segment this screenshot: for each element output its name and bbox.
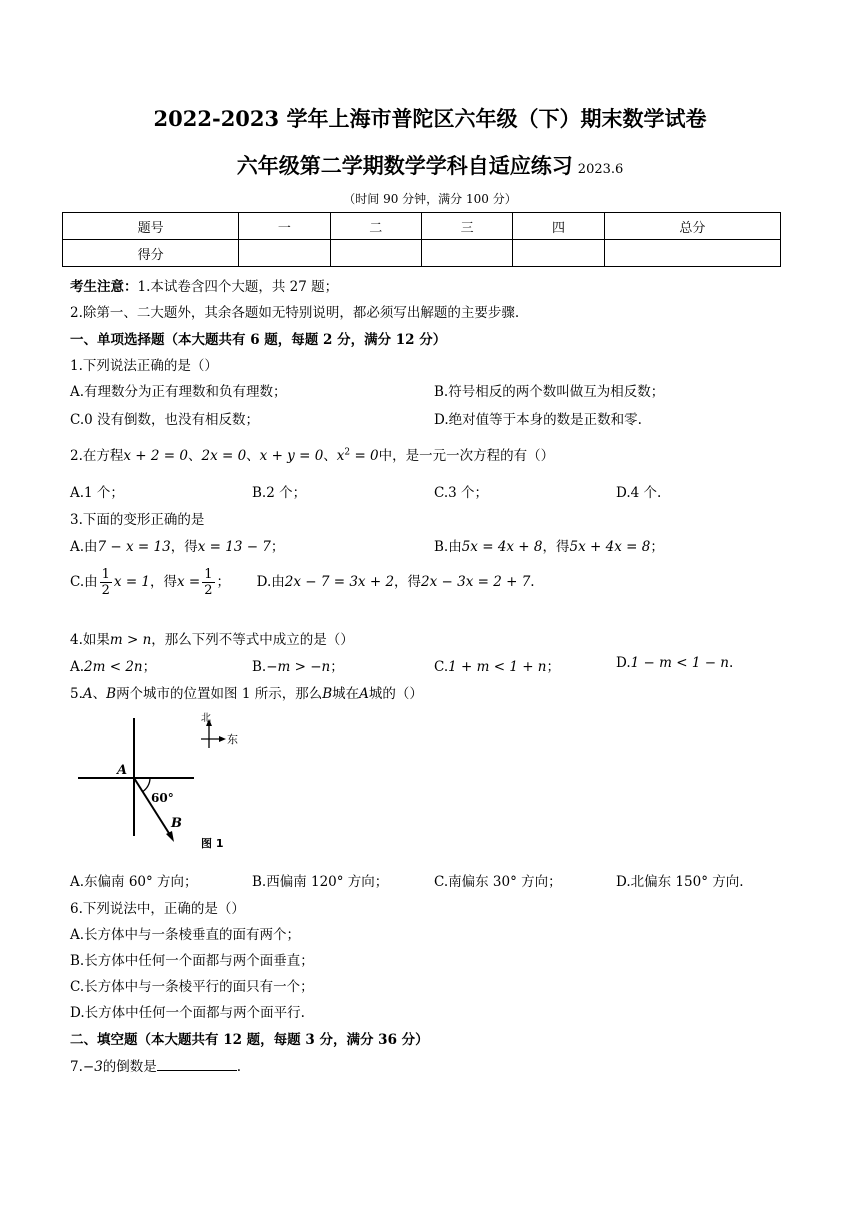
q4-option-a — [70, 655, 156, 675]
q3-b-mid: ，得 — [542, 539, 570, 555]
q2-equation-3: x + y = 0 — [259, 448, 324, 464]
q5-option-a: A.东偏南 60° 方向； — [70, 874, 198, 890]
q2-stem-post: 中，是一元一次方程的有（） — [378, 448, 555, 464]
q4-a-end: ； — [142, 659, 157, 675]
q7-number: 7. — [70, 1059, 83, 1075]
section-2-title: 二、填空题（本大题共有 12 题，每题 3 分，满分 36 分） — [70, 1032, 429, 1048]
angle-arc — [142, 778, 150, 792]
q6-option-c: C.长方体中与一条棱平行的面只有一个； — [70, 979, 314, 995]
score-header-cell: 三 — [421, 213, 512, 240]
score-header-cell: 题号 — [63, 213, 239, 240]
q3-d-equation-1: 2x − 7 = 3x + 2 — [284, 574, 395, 590]
q4-a-expression: 2m < 2n — [84, 659, 143, 675]
q3-c-equation-2: x = — [177, 574, 201, 590]
q7-answer-blank[interactable] — [157, 1056, 237, 1071]
q5-city-b: B — [106, 686, 117, 702]
q3-stem: 3.下面的变形正确的是 — [70, 512, 205, 528]
compass-east-arrow — [219, 736, 226, 742]
q7-text: 的倒数是 — [102, 1059, 157, 1075]
notice-line-2: 2.除第一、二大题外，其余各题如无特别说明，都必须写出解题的主要步骤. — [70, 305, 520, 321]
q3-c-pre: C.由 — [70, 574, 98, 590]
q3-d-equation-2: 2x − 3x = 2 + 7 — [421, 574, 531, 590]
q5-stem-part: 、 — [92, 686, 107, 702]
q3-c-equation-1: x = 1 — [113, 574, 151, 590]
q4-b-expression: −m > −n — [266, 659, 331, 675]
point-b-label: B — [171, 816, 182, 831]
q4-stem-post: ，那么下列不等式中成立的是（） — [151, 632, 354, 648]
notice-label: 考生注意： — [70, 279, 138, 295]
score-row-label: 得分 — [63, 240, 239, 267]
q4-d-label: D. — [616, 655, 631, 671]
q4-stem-pre: 4.如果 — [70, 632, 110, 648]
score-cell — [239, 240, 330, 267]
q4-condition: m > n — [109, 632, 152, 648]
q2-separator: 、 — [246, 448, 260, 464]
q4-a-label: A. — [70, 659, 85, 675]
compass-north-label: 北 — [201, 713, 211, 724]
figure-1-diagram — [70, 710, 260, 860]
q3-a-mid: ，得 — [170, 539, 198, 555]
q7-end: . — [236, 1059, 242, 1075]
q5-city-b: B — [322, 686, 333, 702]
q4-c-expression: 1 + m < 1 + n — [448, 659, 547, 675]
q3-d-end: . — [530, 574, 535, 590]
score-cell — [421, 240, 512, 267]
compass-east-label: 东 — [227, 733, 238, 746]
q3-c-fraction-2 — [202, 567, 214, 598]
q2-equation-2: 2x = 0 — [201, 448, 247, 464]
q2-separator: 、 — [187, 448, 202, 464]
section-1-title: 一、单项选择题（本大题共有 6 题，每题 2 分，满分 12 分） — [70, 332, 447, 348]
q3-options-cd — [70, 567, 535, 598]
q6-stem: 6.下列说法中，正确的是（） — [70, 901, 245, 917]
q2-equation-4-base: x — [336, 448, 345, 464]
q6-option-a: A.长方体中与一条棱垂直的面有两个； — [70, 927, 301, 943]
notice-line-1 — [70, 275, 338, 295]
q3-b-pre: B.由 — [434, 539, 462, 555]
q1-option-b: B.符号相反的两个数叫做互为相反数； — [434, 384, 665, 400]
q3-b-equation-1: 5x = 4x + 8 — [461, 539, 543, 555]
q3-a-pre: A.由 — [70, 539, 98, 555]
ray-a-to-b — [134, 778, 172, 838]
q5-city-a: A — [359, 686, 369, 702]
q2-separator: 、 — [323, 448, 337, 464]
q3-d-mid: ，得 — [394, 574, 422, 590]
q3-a-equation-2: x = 13 − 7 — [197, 539, 271, 555]
exam-title: 2022-2023 学年上海市普陀区六年级（下）期末数学试卷 — [153, 106, 707, 131]
q5-option-d: D.北偏东 150° 方向. — [616, 874, 744, 890]
q7-expression: −3 — [82, 1059, 103, 1075]
exam-subtitle — [0, 150, 860, 180]
q5-stem — [70, 682, 423, 702]
q4-b-end: ； — [330, 659, 344, 675]
q4-stem — [70, 628, 354, 648]
q1-stem: 1.下列说法正确的是（） — [70, 358, 218, 374]
q5-stem-part: 5. — [70, 686, 83, 702]
q3-a-end: ； — [270, 539, 285, 555]
q2-option-b: B.2 个； — [252, 485, 307, 501]
q2-option-a: A.1 个； — [70, 485, 124, 501]
score-cell — [513, 240, 604, 267]
q2-equation-4-exponent: 2 — [344, 447, 351, 458]
score-header-cell: 一 — [239, 213, 330, 240]
score-table — [62, 212, 781, 267]
q5-stem-part: 城在 — [332, 686, 360, 702]
q2-option-d: D.4 个. — [616, 485, 662, 501]
score-header-cell: 二 — [330, 213, 421, 240]
q4-c-label: C. — [434, 659, 449, 675]
q3-b-end: ； — [650, 539, 664, 555]
ray-arrowhead — [166, 831, 174, 842]
q4-b-label: B. — [252, 659, 267, 675]
q1-option-d: D.绝对值等于本身的数是正数和零. — [434, 412, 642, 428]
q4-option-b — [252, 655, 344, 675]
score-cell — [330, 240, 421, 267]
angle-label: 60° — [151, 791, 174, 805]
q5-stem-part: 城的（） — [368, 686, 423, 702]
fraction-numerator: 1 — [101, 567, 110, 582]
q5-stem-part: 两个城市的位置如图 1 所示，那么 — [116, 686, 323, 702]
fraction-denominator: 2 — [204, 583, 213, 598]
q5-option-c: C.南偏东 30° 方向； — [434, 874, 562, 890]
q3-c-fraction — [100, 567, 112, 598]
q3-c-end: ； — [216, 574, 231, 590]
q1-option-a: A.有理数分为正有理数和负有理数； — [70, 384, 287, 400]
q4-c-end: ； — [546, 659, 560, 675]
score-cell — [604, 240, 780, 267]
q7-stem — [70, 1055, 241, 1075]
fraction-denominator: 2 — [101, 583, 110, 598]
q4-d-end: . — [729, 655, 734, 671]
q4-option-c — [434, 655, 560, 675]
q4-option-d — [616, 655, 733, 671]
figure-caption: 图 1 — [201, 837, 224, 850]
q5-option-b: B.西偏南 120° 方向； — [252, 874, 389, 890]
subtitle-date: 2023.6 — [577, 162, 624, 177]
q3-d-pre: D.由 — [256, 574, 285, 590]
subtitle-text: 六年级第二学期数学学科自适应练习 — [236, 153, 573, 178]
notice-text-1: 1.本试卷含四个大题，共 27 题； — [137, 279, 339, 295]
q6-option-b: B.长方体中任何一个面都与两个面垂直； — [70, 953, 314, 969]
fraction-numerator: 1 — [204, 567, 213, 582]
q5-city-a: A — [82, 686, 93, 702]
q2-equation-4-rest: = 0 — [350, 448, 379, 464]
q2-option-c: C.3 个； — [434, 485, 489, 501]
q2-equation-1: x + 2 = 0 — [123, 448, 188, 464]
q3-c-mid: ，得 — [150, 574, 178, 590]
q1-option-c: C.0 没有倒数，也没有相反数； — [70, 412, 260, 428]
score-header-cell: 总分 — [604, 213, 780, 240]
point-a-label: A — [117, 763, 128, 778]
exam-info: （时间 90 分钟，满分 100 分） — [343, 192, 517, 206]
score-table-score-row — [63, 240, 781, 267]
q6-option-d: D.长方体中任何一个面都与两个面平行. — [70, 1005, 305, 1021]
q3-option-b — [434, 535, 664, 555]
q3-option-a — [70, 535, 284, 555]
score-header-cell: 四 — [513, 213, 604, 240]
score-table-header-row — [63, 213, 781, 240]
q3-a-equation-1: 7 − x = 13 — [97, 539, 171, 555]
q2-stem-pre: 2.在方程 — [70, 448, 124, 464]
q4-d-expression: 1 − m < 1 − n — [630, 655, 729, 671]
q3-b-equation-2: 5x + 4x = 8 — [569, 539, 651, 555]
q2-stem — [70, 444, 554, 464]
